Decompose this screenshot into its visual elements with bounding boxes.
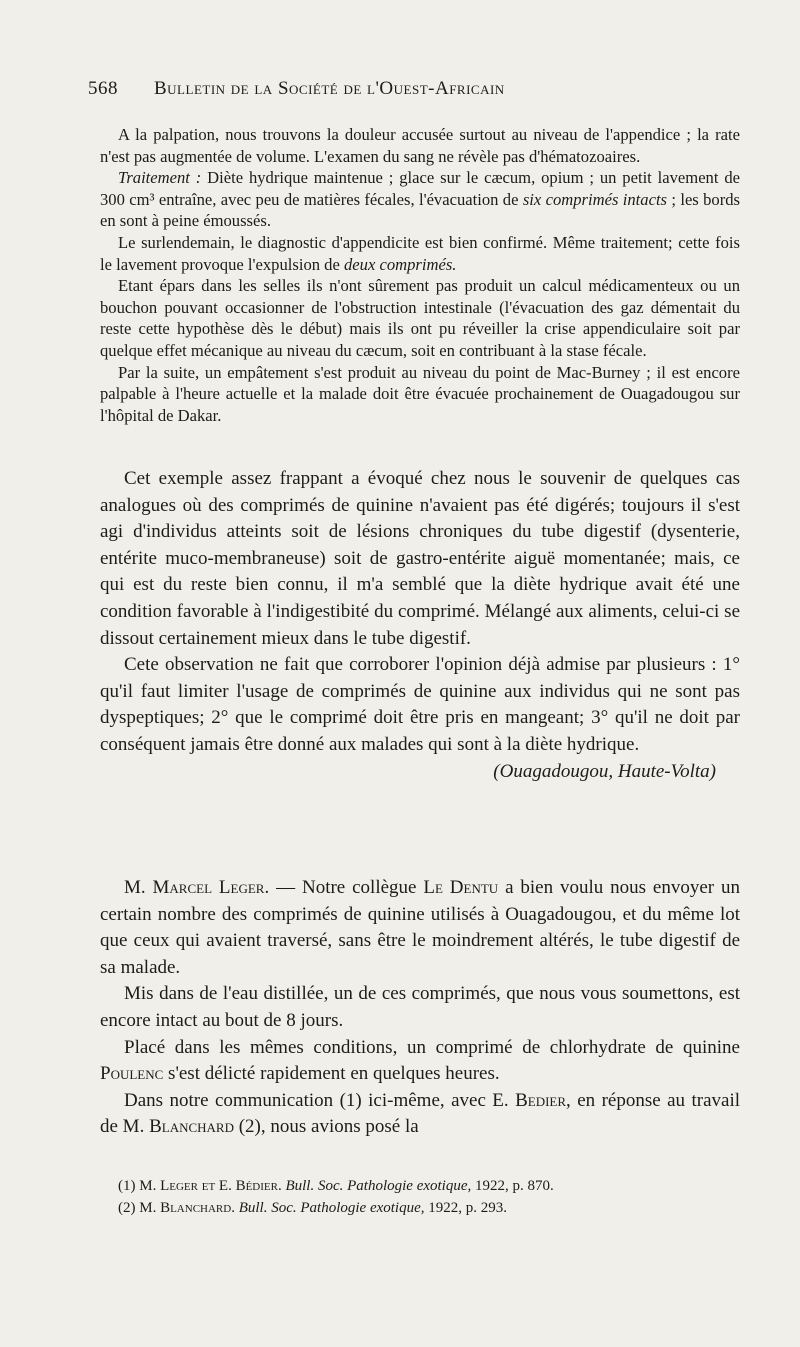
paragraph: Mis dans de l'eau distillée, un de ces comprimés, que nous vous soumettons, est encore intact au bout de 8 jours. xyxy=(100,983,740,1031)
paragraph: Par la suite, un empâtement s'est produit au niveau du point de Mac-Burney ; il est encore palpable à l'heure actuelle et la malade doit être évacuée prochainement de Ouagadougou sur l'hôpital de Dakar. xyxy=(100,362,740,425)
author-name: M. Marcel Leger. xyxy=(124,877,270,898)
case-report-section xyxy=(100,124,740,426)
footnotes xyxy=(118,1175,738,1219)
paragraph: Etant épars dans les selles ils n'ont sûrement pas produit un calcul médicamenteux ou un bouchon pouvant occasionner de l'obstruction intestinale (l'évacuation des gaz démentait du reste cette hypothèse dès le début) mais ils ont pu réveiller la crise appendiculaire soit par quelque effet mécanique au niveau du cæcum, soit en contribuant à la stase fécale. xyxy=(100,276,740,360)
place-signature: (Ouagadougou, Haute-Volta) xyxy=(493,760,716,782)
paragraph: Cete observation ne fait que corroborer l'opinion déjà admise par plusieurs : 1° qu'il faut limiter l'usage de comprimés de quinine aux individus qui ne sont pas dyspeptiques; 2° que le comprimé doit être pris en mangeant; 3° qu'il ne doit par conséquent jamais être donné aux malades qui sont à la diète hydrique. xyxy=(100,654,740,755)
footnote-1: (1) M. Leger et E. Bédier. Bull. Soc. Pathologie exotique, 1922, p. 870. xyxy=(118,1178,554,1194)
paragraph: Le surlendemain, le diagnostic d'appendicite est bien confirmé. Même traitement; cette fois le lavement provoque l'expulsion de deux comprimés. xyxy=(100,232,740,274)
discussion-section xyxy=(100,466,740,785)
running-header xyxy=(88,78,728,100)
footnote-2: (2) M. Blanchard. Bull. Soc. Pathologie exotique, 1922, p. 293. xyxy=(118,1200,508,1216)
leger-commentary-section xyxy=(100,875,740,1141)
paragraph: Traitement : Diète hydrique maintenue ; glace sur le cæcum, opium ; un petit lavement de 300 cm³ entraîne, avec peu de matières fécales, l'évacuation de six comprimés intacts ; les bords en sont à peine émoussés. xyxy=(100,168,740,231)
treatment-label: Traitement : xyxy=(118,168,202,188)
paragraph: M. Marcel Leger. — Notre collègue Le Dentu a bien voulu nous envoyer un certain nombre des comprimés de quinine utilisés à Ouagadougou, et du même lot que ceux qui avaient traversé, sans être le moindrement altérés, le tube digestif de sa malade. xyxy=(100,877,740,978)
journal-title: Bulletin de la Société de l'Ouest-Africain xyxy=(154,78,505,99)
paragraph: Placé dans les mêmes conditions, un comprimé de chlorhydrate de quinine Poulenc s'est délicté rapidement en quelques heures. xyxy=(100,1036,740,1085)
page-number: 568 xyxy=(88,78,118,99)
paragraph: A la palpation, nous trouvons la douleur accusée surtout au niveau de l'appendice ; la rate n'est pas augmentée de volume. L'examen du sang ne révèle pas d'hématozoaires. xyxy=(100,125,740,166)
paragraph: Cet exemple assez frappant a évoqué chez nous le souvenir de quelques cas analogues où des comprimés de quinine n'avaient pas été digérés; toujours il s'est agi d'individus atteints soit de lésions chroniques du tube digestif (dysenterie, entérite muco-membraneuse) soit de gastro-entérite aiguë momentanée; mais, ce qui est du reste bien connu, il m'a semblé que la diète hydrique avait été une condition favorable à l'indigestibité du comprimé. Mélangé aux aliments, celui-ci se dissout certainement mieux dans le tube digestif. xyxy=(100,468,740,649)
paragraph: Dans notre communication (1) ici-même, avec E. Bedier, en réponse au travail de M. Blanchard (2), nous avions posé la xyxy=(100,1089,740,1138)
